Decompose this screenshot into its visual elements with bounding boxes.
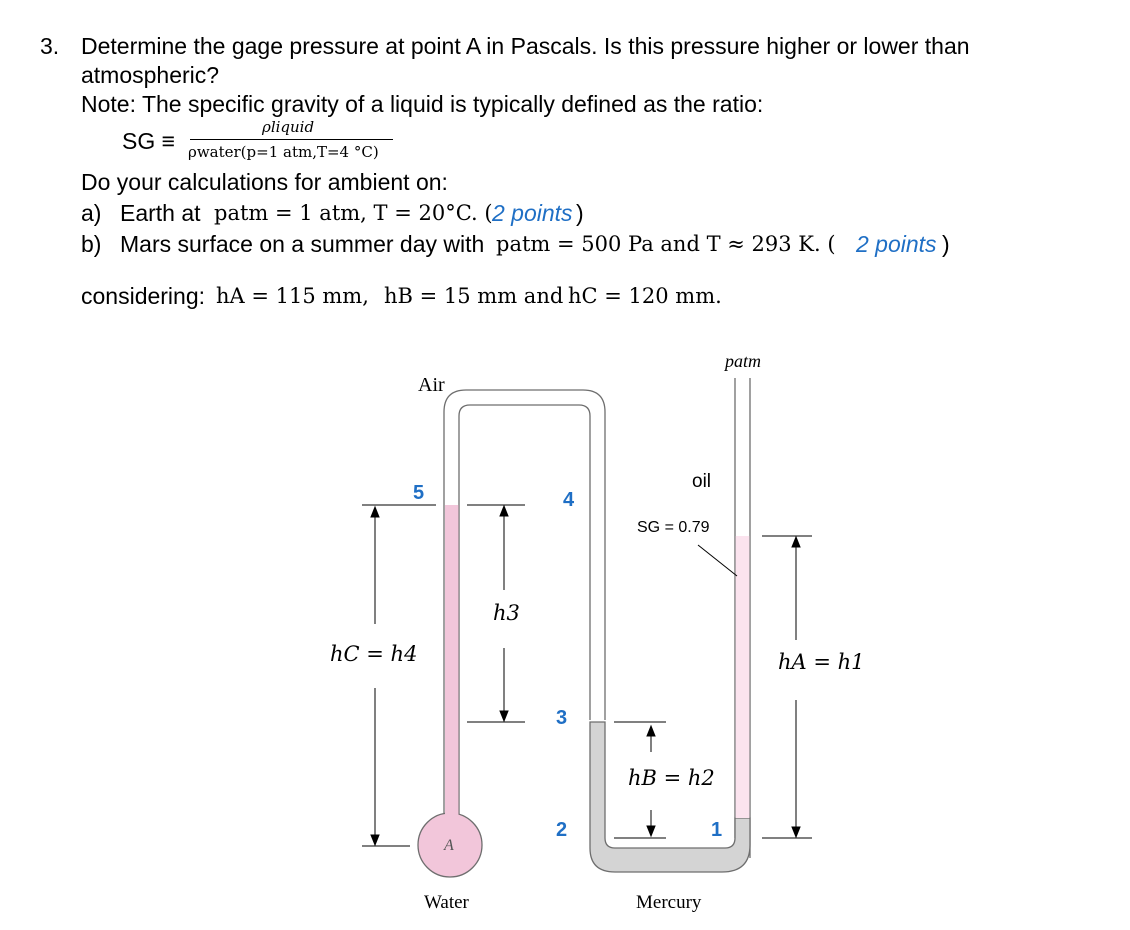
oil-column <box>736 536 750 818</box>
air-label: Air <box>418 374 445 396</box>
note-line: Note: The specific gravity of a liquid is typically defined as the ratio: <box>81 91 764 117</box>
tube-outer-wall <box>444 390 605 822</box>
tube-inner-wall <box>459 405 590 822</box>
case-a-close: ) <box>576 200 584 226</box>
sg-denominator: ρwater(p=1 atm,T=4 °C) <box>188 143 379 161</box>
sg-leader-line <box>698 545 737 576</box>
case-a-label: a) <box>81 200 102 226</box>
problem-line-1: Determine the gage pressure at point A in Pascals. Is this pressure higher or lower than <box>81 33 970 59</box>
oil-label: oil <box>692 471 712 492</box>
hc-label: hC = h4 <box>330 642 418 666</box>
case-a-text: Earth at <box>120 200 201 226</box>
sg-value-label: SG = 0.79 <box>637 519 710 536</box>
problem-line-2: atmospheric? <box>81 62 220 88</box>
ha-label: hA = h1 <box>778 650 865 674</box>
case-a-condition: patm = 1 atm, T = 20°C. ( <box>214 201 493 225</box>
problem-number: 3. <box>40 33 60 59</box>
sg-symbol: SG ≡ <box>122 128 176 154</box>
sg-numerator: ρliquid <box>262 118 315 136</box>
marker-4: 4 <box>563 489 575 511</box>
water-column <box>445 505 459 825</box>
case-b-text: Mars surface on a summer day with <box>120 231 485 257</box>
case-b-close: ) <box>942 231 950 257</box>
ambient-intro: Do your calculations for ambient on: <box>81 169 448 195</box>
considering-lead: considering: <box>81 283 206 309</box>
case-b-label: b) <box>81 231 102 257</box>
considering-ha: hA = 115 mm, <box>216 284 369 308</box>
hb-label: hB = h2 <box>628 766 715 790</box>
marker-3: 3 <box>556 707 568 729</box>
patm-label: patm <box>725 351 761 371</box>
case-a-points: 2 points <box>492 200 573 226</box>
water-label: Water <box>424 892 469 913</box>
mercury-label: Mercury <box>636 892 702 913</box>
marker-1: 1 <box>711 819 723 841</box>
considering-hb: hB = 15 mm and <box>384 284 564 308</box>
marker-2: 2 <box>556 819 568 841</box>
mercury-u-tube <box>590 722 750 872</box>
h3-label: h3 <box>493 601 520 625</box>
marker-5: 5 <box>413 482 425 504</box>
case-b-points: 2 points <box>856 231 937 257</box>
case-b-condition: patm = 500 Pa and T ≈ 293 K. ( <box>496 232 836 256</box>
considering-hc: hC = 120 mm. <box>568 284 722 308</box>
point-a-label: A <box>444 837 454 854</box>
